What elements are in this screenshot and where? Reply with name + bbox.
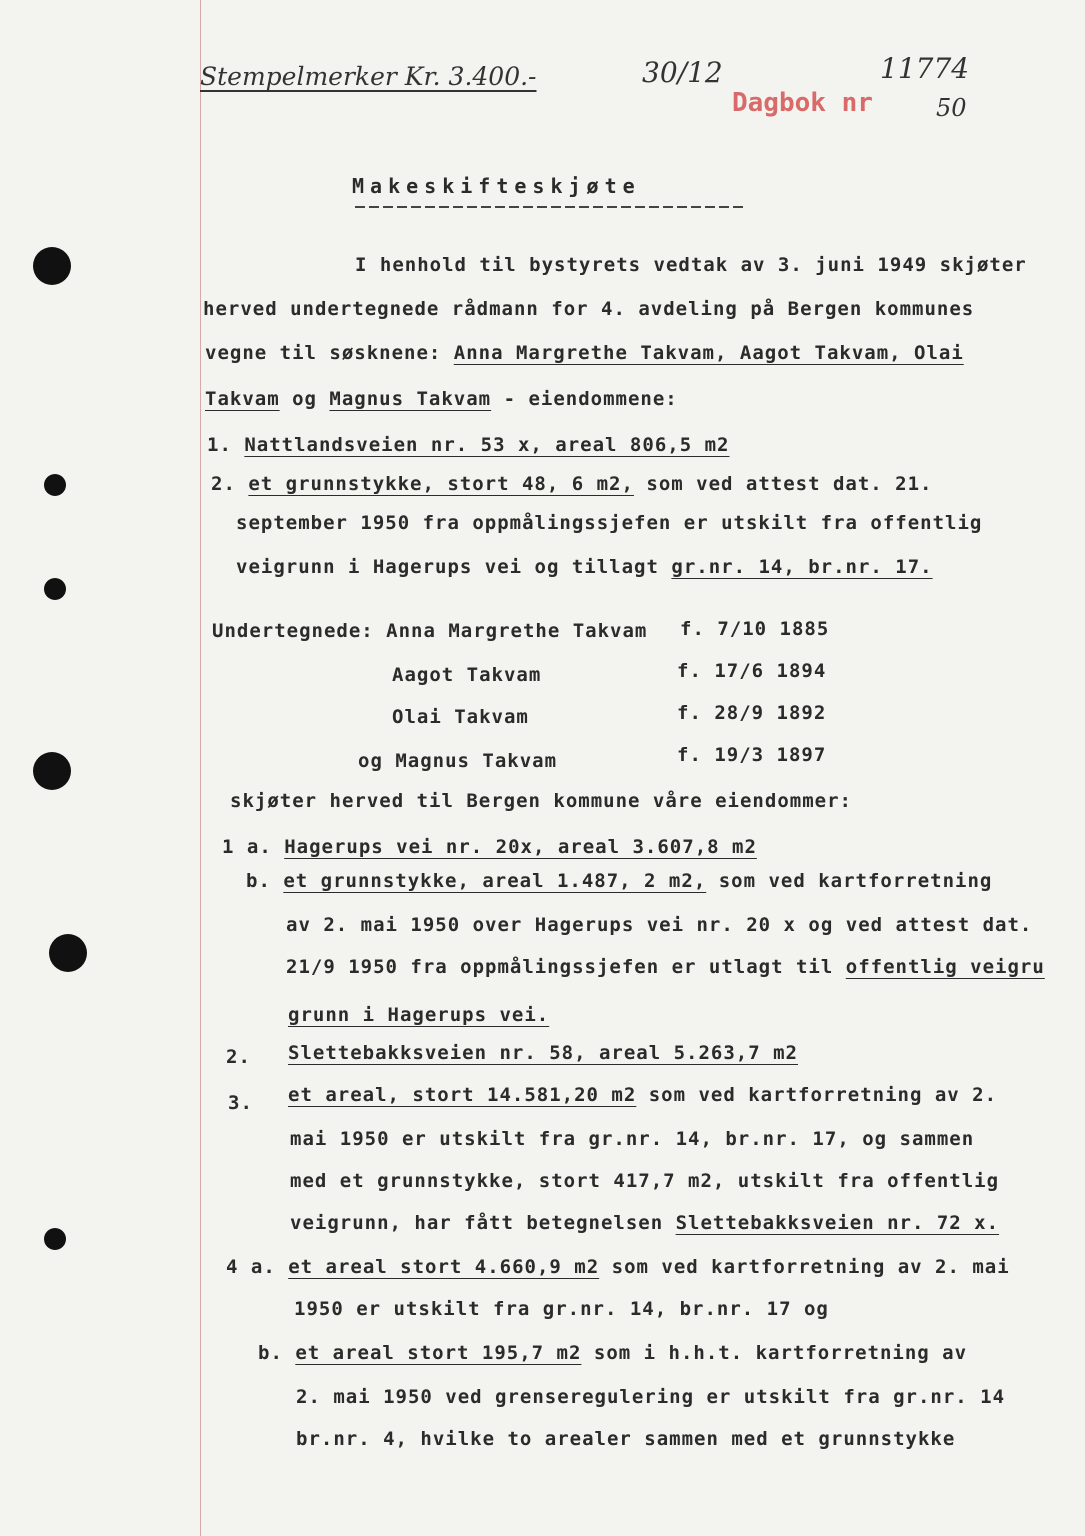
punch-hole — [49, 934, 87, 972]
text-line: mai 1950 er utskilt fra gr.nr. 14, br.nr. 17, og sammen — [290, 1128, 975, 1150]
property-description: Hagerups vei nr. 20x, areal 3.607,8 m2 — [284, 836, 757, 858]
property-description: Nattlandsveien nr. 53 x, areal 806,5 m2 — [244, 434, 730, 456]
property-description: et areal, stort 14.581,20 m2 — [288, 1084, 637, 1106]
text-line — [286, 956, 1045, 978]
red-margin-line — [200, 0, 201, 1536]
property-description: Slettebakksveien nr. 58, areal 5.263,7 m2 — [288, 1042, 798, 1064]
property-description: et areal stort 195,7 m2 — [295, 1342, 582, 1364]
birth-date: f. 19/3 1897 — [677, 744, 827, 766]
text-segment: som ved attest dat. 21. — [633, 473, 933, 495]
text-line: herved undertegnede rådmann for 4. avdeling på Bergen kommunes — [203, 298, 975, 320]
text-line: br.nr. 4, hvilke to arealer sammen med et grunnstykke — [296, 1428, 956, 1450]
handwritten-journal-number: 11774 — [880, 52, 970, 85]
punch-hole — [44, 474, 66, 496]
title-underline — [355, 206, 747, 208]
text-segment: vegne til søsknene: — [205, 342, 454, 364]
text-segment: som ved kartforretning av 2. — [636, 1084, 998, 1106]
punch-hole — [44, 578, 66, 600]
item-number: 4 a. — [226, 1256, 289, 1278]
text-line: med et grunnstykke, stort 417,7 m2, utskilt fra offentlig — [290, 1170, 1000, 1192]
underlined-name: Magnus Takvam — [329, 388, 492, 410]
text-line — [211, 473, 932, 495]
text-line — [207, 434, 729, 456]
signatory-line — [212, 620, 647, 642]
punch-hole — [44, 1228, 66, 1250]
text-line: I henhold til bystyrets vedtak av 3. juni 1949 skjøter — [355, 254, 1027, 276]
dagbok-stamp: Dagbok nr — [732, 88, 873, 118]
text-segment: - eiendommene: — [491, 388, 678, 410]
text-line — [226, 1256, 1010, 1278]
text-line: 1950 er utskilt fra gr.nr. 14, br.nr. 17 og — [294, 1298, 829, 1320]
signatory-name: Olai Takvam — [392, 706, 529, 728]
item-number: b. — [246, 870, 284, 892]
text-segment: som ved kartforretning av 2. mai — [599, 1256, 1010, 1278]
text-line — [236, 556, 933, 578]
property-name: Slettebakksveien nr. 72 x. — [675, 1212, 1000, 1234]
text-segment: som ved kartforretning — [706, 870, 993, 892]
text-line: september 1950 fra oppmålingssjefen er utskilt fra offentlig — [236, 512, 983, 534]
document-title: Makeskifteskjøte — [352, 174, 641, 198]
text-line — [205, 342, 964, 364]
text-line — [258, 1342, 967, 1364]
text-segment: 21/9 1950 fra oppmålingssjefen er utlagt til — [286, 956, 846, 978]
text-line — [290, 1212, 999, 1234]
property-reference: gr.nr. 14, br.nr. 17. — [671, 556, 933, 578]
text-segment: veigrunn, har fått betegnelsen — [290, 1212, 676, 1234]
item-number: 2. — [211, 473, 249, 495]
property-description: et areal stort 4.660,9 m2 — [288, 1256, 600, 1278]
signatory-name: Undertegnede: Anna Margrethe Takvam — [212, 620, 648, 642]
text-segment: som i h.h.t. kartforretning av — [581, 1342, 968, 1364]
text-segment: og — [279, 388, 330, 410]
birth-date: f. 28/9 1892 — [677, 702, 827, 724]
handwritten-stamp-duty: Stempelmerker Kr. 3.400.- — [200, 62, 537, 91]
item-number: 1. — [207, 434, 245, 456]
text-line — [205, 388, 678, 410]
handwritten-date: 30/12 — [642, 56, 723, 89]
underlined-text: offentlig veigru — [845, 956, 1045, 978]
punch-hole — [33, 752, 71, 790]
signatory-name: Aagot Takvam — [392, 664, 542, 686]
punch-hole — [33, 247, 71, 285]
property-description: et grunnstykke, stort 48, 6 m2, — [248, 473, 634, 495]
property-description: et grunnstykke, areal 1.487, 2 m2, — [283, 870, 707, 892]
text-line — [288, 1084, 997, 1106]
text-line: grunn i Hagerups vei. — [288, 1004, 550, 1026]
item-number: 3. — [228, 1092, 253, 1114]
underlined-name: Takvam — [205, 388, 280, 410]
text-line — [246, 870, 992, 892]
text-line: 2. mai 1950 ved grenseregulering er utskilt fra gr.nr. 14 — [296, 1386, 1006, 1408]
item-number: 2. — [226, 1046, 251, 1068]
birth-date: f. 7/10 1885 — [680, 618, 830, 640]
text-line: av 2. mai 1950 over Hagerups vei nr. 20 x og ved attest dat. — [286, 914, 1033, 936]
text-segment: veigrunn i Hagerups vei og tillagt — [236, 556, 672, 578]
signatory-name: og Magnus Takvam — [358, 750, 558, 772]
text-line: skjøter herved til Bergen kommune våre eiendommer: — [230, 790, 852, 812]
birth-date: f. 17/6 1894 — [677, 660, 827, 682]
underlined-names: Anna Margrethe Takvam, Aagot Takvam, Olai — [453, 342, 964, 364]
handwritten-year: 50 — [936, 94, 967, 122]
text-line — [222, 836, 757, 858]
item-number: b. — [258, 1342, 296, 1364]
item-number: 1 a. — [222, 836, 285, 858]
